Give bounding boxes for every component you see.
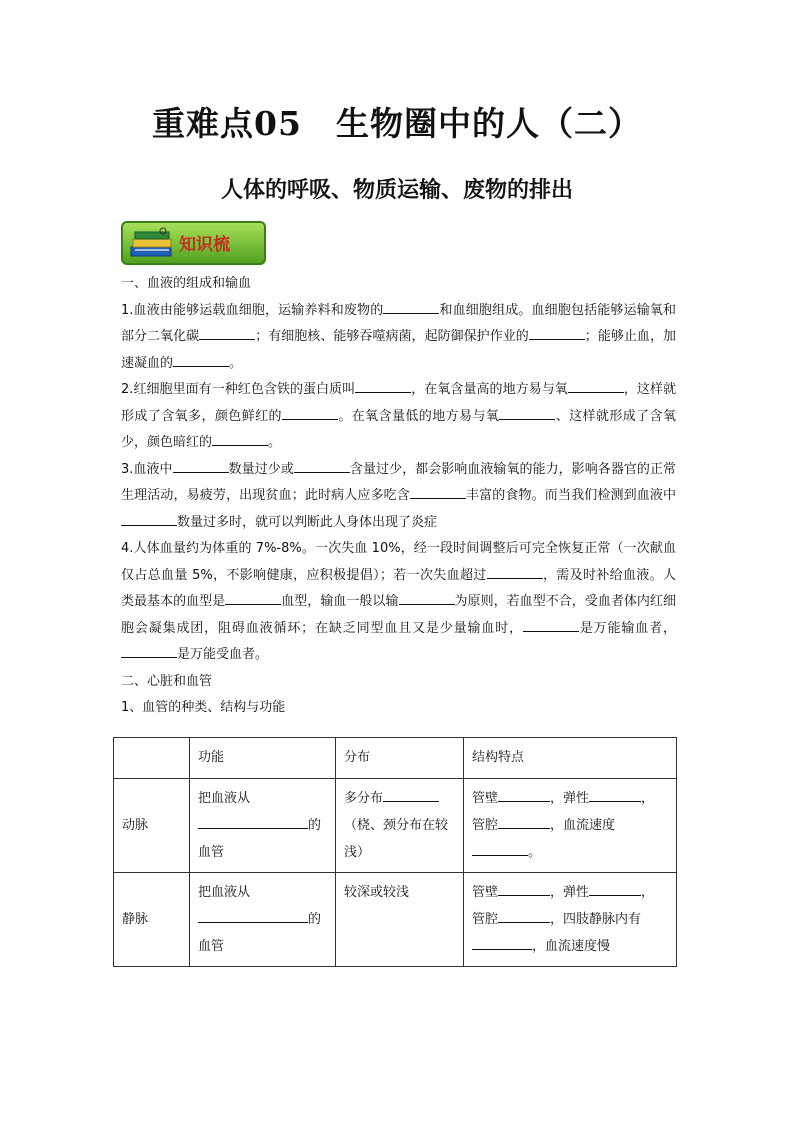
artery-function: [190, 779, 336, 873]
text: 是万能受血者。: [177, 647, 269, 662]
text: 4.人体血量约为体重的 7%-8%。一次失血 10%，经一段时间调整后可完全恢复正常（一次献血仅占总血量 5%，不影响健康，应积极提倡）；若一次失血超过: [121, 541, 676, 583]
blank[interactable]: [472, 843, 528, 856]
text: ；有细胞核、能够吞噬病菌，起防御保护作业的: [255, 329, 529, 344]
blank[interactable]: [487, 566, 543, 579]
text: 。在氧含量低的地方易与氧: [337, 408, 500, 424]
blank[interactable]: [589, 789, 641, 802]
text: ，在氧含量高的地方易与氧: [411, 382, 568, 397]
text: 含量过少，都会影响血液输氧的能力，影响各器官的正常生理活动，易疲劳，出现贫血；此时病人应多吃含: [121, 461, 676, 503]
text: ，: [641, 885, 655, 900]
blank[interactable]: [121, 513, 177, 526]
text: 管腔: [472, 912, 499, 927]
text: ，弹性: [550, 791, 590, 806]
table-header-cell: 分布: [336, 738, 464, 779]
text: 血管: [198, 845, 225, 860]
blank[interactable]: [498, 816, 550, 829]
text: 2.红细胞里面有一种红色含铁的蛋白质叫: [121, 382, 356, 397]
blank[interactable]: [472, 937, 532, 950]
table-header-cell: [114, 738, 190, 779]
page-subtitle: 人体的呼吸、物质运输、废物的排出: [220, 177, 573, 203]
table-row: [114, 873, 677, 967]
blank[interactable]: [282, 407, 338, 420]
text: 管腔: [472, 818, 499, 833]
blank[interactable]: [589, 883, 641, 896]
blank[interactable]: [173, 460, 229, 473]
blank[interactable]: [499, 407, 555, 420]
text: 。: [528, 845, 542, 860]
blank[interactable]: [498, 789, 550, 802]
text: 血管: [198, 939, 225, 954]
vein-distribution: 较深或较浅: [336, 873, 464, 967]
books-icon: [129, 227, 175, 259]
text: 管壁: [472, 885, 499, 900]
text: 丰富的食物。而当我们检测到血液中: [465, 488, 676, 503]
text: 多分布: [344, 791, 384, 806]
text: 血型，输血一般以输: [281, 594, 399, 609]
text: 的: [308, 818, 322, 833]
blank[interactable]: [121, 645, 177, 658]
blank[interactable]: [294, 460, 350, 473]
text: 把血液从: [198, 791, 251, 806]
text: 数量过多时，就可以判断此人身体出现了炎症: [177, 514, 438, 530]
blank[interactable]: [355, 380, 411, 393]
text: ，这样就形成了含氧多，颜色鲜红的: [121, 382, 676, 424]
vein-function: [190, 873, 336, 967]
content: [121, 271, 676, 722]
text: ，需及时补给血液。人类最基本的血型是: [121, 567, 676, 609]
artery-structure: [464, 779, 677, 873]
text: 为原则，若血型不合，受血者体内红细胞会凝集成团，阻碍血液循环；在缺乏同型血且又是少量输血时，: [121, 594, 676, 636]
text: ；能够止血，加速凝血的: [121, 329, 676, 371]
blank[interactable]: [212, 433, 268, 446]
text: （桡、颈分布在较浅）: [344, 818, 449, 860]
vessel-table: [113, 737, 677, 967]
row-name-artery: 动脉: [114, 779, 190, 873]
table-header-cell: 结构特点: [464, 738, 677, 779]
blank[interactable]: [225, 592, 281, 605]
text: ，弹性: [550, 885, 590, 900]
artery-distribution: [336, 779, 464, 873]
table-header-cell: 功能: [190, 738, 336, 779]
text: 1.血液由能够运载血细胞，运输养料和废物的: [121, 302, 384, 318]
blank[interactable]: [383, 301, 439, 314]
para1: [121, 298, 676, 378]
section1-heading: 一、血液的组成和输血: [121, 276, 252, 291]
para2: [121, 377, 676, 457]
knowledge-badge: [121, 221, 266, 265]
text: 。: [229, 355, 243, 371]
vein-structure: [464, 873, 677, 967]
text: ，血流速度慢: [532, 939, 611, 954]
row-name-vein: 静脉: [114, 873, 190, 967]
text: 和血细胞组成。血细胞包括能够运输氧和部分二氧化碳: [121, 302, 676, 344]
page-title: 重难点05 生物圈中的人（二）: [152, 104, 642, 143]
text: 管壁: [472, 791, 499, 806]
blank[interactable]: [498, 883, 550, 896]
blank[interactable]: [383, 789, 439, 802]
text: 的: [308, 912, 322, 927]
text: 数量过少或: [228, 461, 294, 477]
badge-label: 知识梳: [179, 235, 230, 255]
text: 把血液从: [198, 885, 251, 900]
blank[interactable]: [498, 910, 550, 923]
text: 是万能输血者，: [578, 620, 676, 636]
text: 。: [268, 435, 282, 450]
blank[interactable]: [399, 592, 455, 605]
text: 、这样就形成了含氧少，颜色暗红的: [121, 408, 676, 450]
section2-heading: 二、心脏和血管: [121, 673, 213, 689]
blank[interactable]: [198, 816, 308, 829]
blank[interactable]: [568, 380, 624, 393]
section2-sub1: 1、血管的种类、结构与功能: [121, 700, 286, 715]
blank[interactable]: [199, 327, 255, 340]
blank[interactable]: [523, 619, 579, 632]
blank[interactable]: [410, 486, 466, 499]
para3: [121, 457, 676, 537]
para4: [121, 536, 676, 669]
table-row: [114, 779, 677, 873]
text: ，四肢静脉内有: [550, 912, 642, 927]
blank[interactable]: [173, 354, 229, 367]
table-header-row: [114, 738, 677, 779]
text: ，血流速度: [550, 818, 616, 833]
blank[interactable]: [529, 327, 585, 340]
text: ，: [641, 791, 655, 806]
blank[interactable]: [198, 910, 308, 923]
text: 3.血液中: [121, 461, 173, 477]
